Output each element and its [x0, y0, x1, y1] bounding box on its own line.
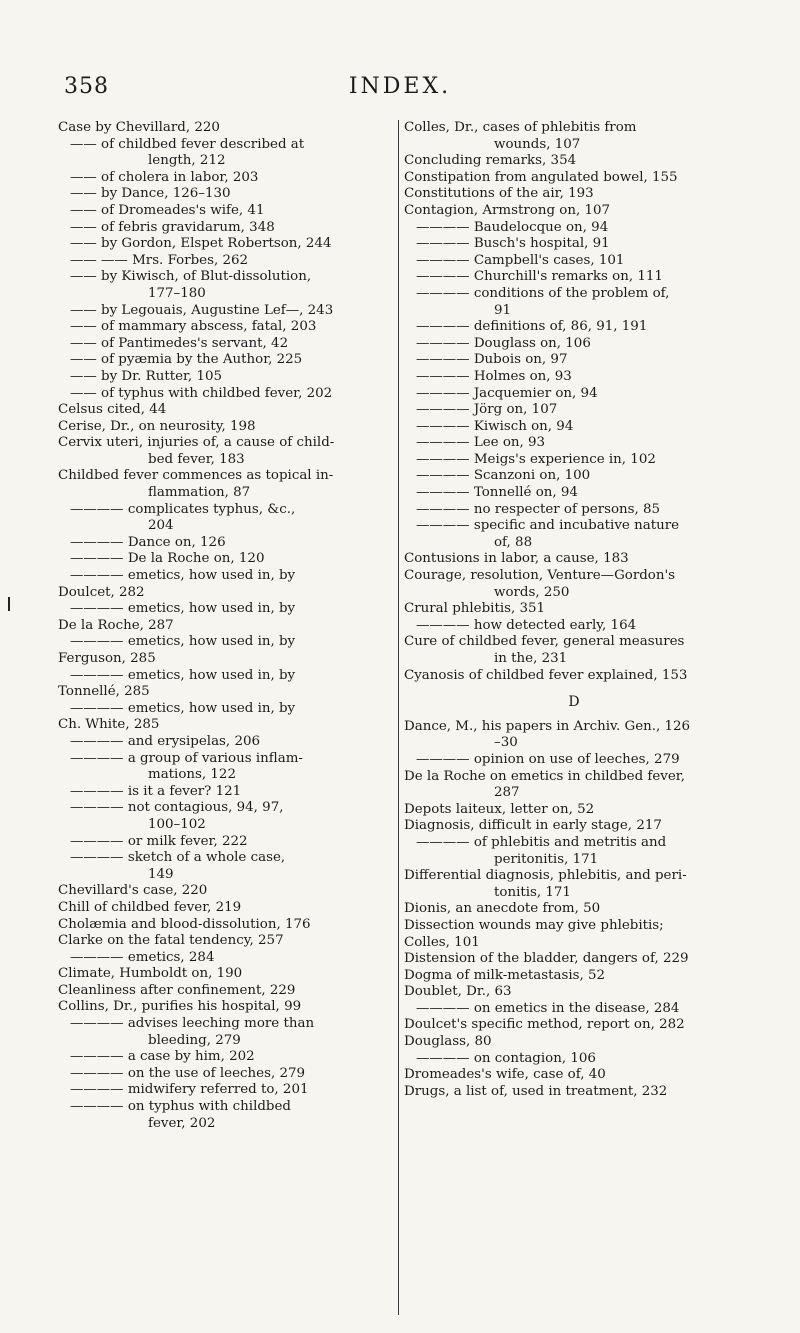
- index-line: Contusions in labor, a cause, 183: [404, 551, 629, 567]
- index-line: ———— Tonnellé on, 94: [416, 485, 578, 501]
- index-line: Colles, 101: [404, 934, 480, 950]
- index-line: of, 88: [494, 534, 533, 550]
- index-line: ———— opinion on use of leeches, 279: [416, 751, 680, 767]
- index-line: ———— Dubois on, 97: [416, 352, 568, 368]
- index-line: ———— Douglass on, 106: [416, 335, 591, 351]
- index-line: Drugs, a list of, used in treatment, 232: [404, 1083, 668, 1099]
- index-line: Dionis, an anecdote from, 50: [404, 901, 601, 917]
- index-line: Concluding remarks, 354: [404, 153, 577, 169]
- index-line: ———— on contagion, 106: [416, 1050, 596, 1066]
- index-line: Celsus cited, 44: [58, 402, 167, 418]
- index-line: ———— a case by him, 202: [70, 1049, 255, 1065]
- index-line: flammation, 87: [148, 485, 251, 501]
- index-line: 287: [494, 785, 520, 801]
- index-line: ———— Busch's hospital, 91: [416, 236, 610, 252]
- index-line: 204: [148, 518, 174, 534]
- index-line: –30: [494, 735, 518, 751]
- index-line: ———— emetics, how used in, by: [70, 601, 296, 617]
- index-line: ———— and erysipelas, 206: [70, 733, 261, 749]
- index-line: De la Roche, 287: [58, 617, 174, 633]
- index-line: ———— emetics, how used in, by: [70, 634, 296, 650]
- index-line: ———— Holmes on, 93: [416, 368, 572, 384]
- index-line: ———— specific and incubative nature: [416, 518, 680, 534]
- index-line: Dogma of milk-metastasis, 52: [404, 967, 606, 983]
- index-line: Childbed fever commences as topical in-: [58, 468, 334, 484]
- index-line: —— of pyæmia by the Author, 225: [70, 352, 303, 368]
- index-line: —— by Dance, 126–130: [70, 186, 231, 202]
- index-line: Cleanliness after confinement, 229: [58, 982, 296, 998]
- index-line: peritonitis, 171: [494, 851, 599, 867]
- index-line: —— —— Mrs. Forbes, 262: [70, 252, 249, 268]
- index-line: —— of mammary abscess, fatal, 203: [70, 319, 317, 335]
- index-line: —— of febris gravidarum, 348: [70, 219, 275, 235]
- index-line: ———— De la Roche on, 120: [70, 551, 265, 567]
- index-line: Colles, Dr., cases of phlebitis from: [404, 120, 637, 135]
- index-line: —— by Kiwisch, of Blut-dissolution,: [70, 269, 312, 285]
- index-line: —— of Dromeades's wife, 41: [70, 202, 265, 218]
- index-line: ———— not contagious, 94, 97,: [70, 800, 284, 816]
- index-line: Constitutions of the air, 193: [404, 186, 594, 202]
- index-line: ———— Jacquemier on, 94: [416, 385, 598, 401]
- margin-mark: [8, 597, 10, 611]
- index-line: ———— emetics, how used in, by: [70, 667, 296, 683]
- index-line: ———— how detected early, 164: [416, 617, 637, 633]
- index-line: Case by Chevillard, 220: [58, 120, 220, 135]
- index-line: ———— on typhus with childbed: [70, 1099, 291, 1115]
- index-line: ———— Churchill's remarks on, 111: [416, 269, 663, 285]
- page-title: INDEX.: [348, 74, 452, 99]
- index-line: ———— is it a fever? 121: [70, 783, 242, 799]
- index-line: ———— emetics, 284: [70, 949, 215, 965]
- left-column: [58, 120, 396, 1132]
- index-line: Dissection wounds may give phlebitis;: [404, 917, 664, 933]
- index-line: Dromeades's wife, case of, 40: [404, 1067, 606, 1083]
- index-line: Depots laiteux, letter on, 52: [404, 801, 595, 817]
- index-line: Ferguson, 285: [58, 651, 156, 666]
- index-line: Chevillard's case, 220: [58, 883, 208, 899]
- index-line: Cervix uteri, injuries of, a cause of child-: [58, 435, 335, 451]
- index-line: in the, 231: [494, 651, 568, 666]
- index-line: Dance, M., his papers in Archiv. Gen., 126: [404, 718, 691, 734]
- index-line: ———— Dance on, 126: [70, 534, 226, 550]
- index-line: Clarke on the fatal tendency, 257: [58, 933, 284, 949]
- index-line: Douglass, 80: [404, 1034, 492, 1050]
- index-line: —— of cholera in labor, 203: [70, 169, 259, 185]
- index-line: Climate, Humboldt on, 190: [58, 966, 243, 982]
- page-number: 358: [64, 74, 109, 99]
- index-line: —— by Legouais, Augustine Lef—, 243: [70, 302, 334, 318]
- index-line: ———— a group of various inflam-: [70, 750, 303, 766]
- index-line: Constipation from angulated bowel, 155: [404, 169, 678, 185]
- index-line: 177–180: [148, 285, 206, 301]
- index-line: Tonnellé, 285: [58, 684, 150, 700]
- index-line: 91: [494, 302, 512, 318]
- index-line: —— of typhus with childbed fever, 202: [70, 385, 333, 401]
- index-line: ———— Kiwisch on, 94: [416, 418, 574, 434]
- index-line: ———— midwifery referred to, 201: [70, 1082, 309, 1098]
- index-line: Contagion, Armstrong on, 107: [404, 202, 611, 218]
- index-line: Doulcet, 282: [58, 584, 145, 600]
- index-line: tonitis, 171: [494, 884, 571, 900]
- index-line: ———— complicates typhus, &c.,: [70, 501, 296, 517]
- index-line: ———— Campbell's cases, 101: [416, 252, 625, 268]
- index-line: ———— or milk fever, 222: [70, 833, 248, 849]
- index-line: Doublet, Dr., 63: [404, 984, 512, 1000]
- index-line: bleeding, 279: [148, 1032, 241, 1048]
- index-line: ———— Lee on, 93: [416, 435, 546, 451]
- index-line: Cure of childbed fever, general measures: [404, 634, 685, 650]
- index-line: words, 250: [494, 584, 570, 600]
- index-line: 100–102: [148, 816, 206, 832]
- index-line: Ch. White, 285: [58, 717, 160, 733]
- index-line: Chill of childbed fever, 219: [58, 899, 242, 915]
- index-line: Differential diagnosis, phlebitis, and peri-: [404, 868, 687, 884]
- index-line: —— by Dr. Rutter, 105: [70, 368, 223, 384]
- index-line: ———— on emetics in the disease, 284: [416, 1000, 680, 1016]
- index-line: ———— Scanzoni on, 100: [416, 468, 591, 484]
- index-line: —— by Gordon, Elspet Robertson, 244: [70, 236, 332, 252]
- index-line: Crural phlebitis, 351: [404, 601, 546, 617]
- index-line: —— of Pantimedes's servant, 42: [70, 335, 289, 351]
- index-line: ———— Jörg on, 107: [416, 402, 558, 418]
- index-line: ———— conditions of the problem of,: [416, 285, 670, 301]
- index-line: Doulcet's specific method, report on, 282: [404, 1017, 685, 1033]
- column-divider: [398, 120, 399, 1315]
- index-line: Cerise, Dr., on neurosity, 198: [58, 418, 256, 434]
- index-line: ———— Baudelocque on, 94: [416, 219, 609, 235]
- right-column: [404, 120, 744, 1100]
- index-line: ———— Meigs's experience in, 102: [416, 451, 656, 467]
- index-line: length, 212: [148, 153, 226, 169]
- index-line: Cyanosis of childbed fever explained, 153: [404, 667, 688, 683]
- index-line: 149: [148, 866, 174, 882]
- index-line: bed fever, 183: [148, 451, 245, 467]
- index-line: Collins, Dr., purifies his hospital, 99: [58, 999, 302, 1015]
- index-line: mations, 122: [148, 767, 236, 783]
- index-line: ———— no respecter of persons, 85: [416, 501, 661, 517]
- index-line: ———— definitions of, 86, 91, 191: [416, 319, 648, 335]
- index-line: De la Roche on emetics in childbed fever,: [404, 768, 685, 784]
- index-line: ———— emetics, how used in, by: [70, 700, 296, 716]
- index-line: ———— on the use of leeches, 279: [70, 1065, 306, 1081]
- index-line: Courage, resolution, Venture—Gordon's: [404, 568, 676, 584]
- index-line: Diagnosis, difficult in early stage, 217: [404, 818, 662, 834]
- section-letter: D: [568, 694, 580, 711]
- index-line: Cholæmia and blood-dissolution, 176: [58, 916, 311, 932]
- index-line: fever, 202: [148, 1115, 216, 1131]
- index-line: wounds, 107: [494, 136, 581, 152]
- page-header: [0, 74, 800, 104]
- index-line: ———— emetics, how used in, by: [70, 568, 296, 584]
- index-line: —— of childbed fever described at: [70, 136, 305, 152]
- index-line: ———— of phlebitis and metritis and: [416, 834, 667, 850]
- index-line: ———— advises leeching more than: [70, 1016, 315, 1032]
- index-line: ———— sketch of a whole case,: [70, 850, 286, 866]
- index-line: Distension of the bladder, dangers of, 229: [404, 951, 689, 967]
